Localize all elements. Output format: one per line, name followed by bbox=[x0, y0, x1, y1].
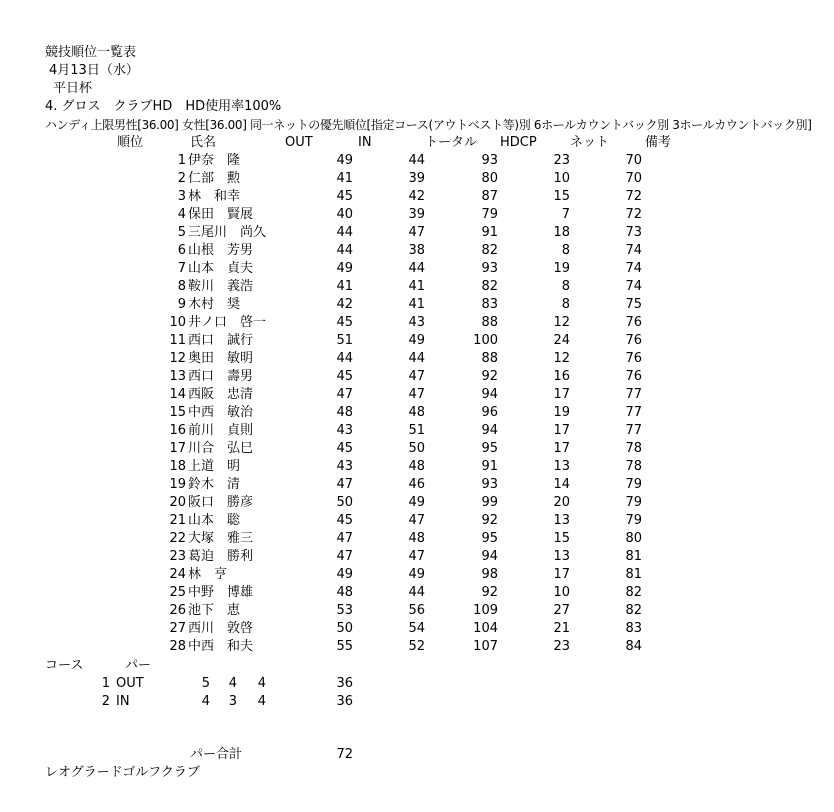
rank-cell: 23 bbox=[169, 549, 186, 564]
total-score-cell: 98 bbox=[481, 567, 498, 582]
rank-cell: 11 bbox=[169, 333, 186, 348]
net-score-cell: 74 bbox=[625, 279, 642, 294]
hdcp-cell: 23 bbox=[553, 153, 570, 168]
total-score-cell: 82 bbox=[481, 279, 498, 294]
net-score-cell: 76 bbox=[625, 333, 642, 348]
hole-par: 4 bbox=[257, 694, 266, 709]
out-score-cell: 48 bbox=[336, 585, 353, 600]
player-name-cell: 阪口 勝彦 bbox=[188, 495, 254, 510]
table-row bbox=[0, 458, 834, 476]
table-row bbox=[0, 566, 834, 584]
player-name-cell: 前川 貞則 bbox=[188, 423, 254, 438]
out-score-cell: 43 bbox=[336, 423, 353, 438]
table-row bbox=[0, 476, 834, 494]
total-score-cell: 99 bbox=[481, 495, 498, 510]
rank-cell: 25 bbox=[169, 585, 186, 600]
hdcp-cell: 8 bbox=[561, 243, 570, 258]
hdcp-cell: 20 bbox=[553, 495, 570, 510]
total-score-cell: 92 bbox=[481, 369, 498, 384]
hdcp-cell: 15 bbox=[553, 531, 570, 546]
hole-par: 3 bbox=[228, 694, 237, 709]
table-row bbox=[0, 584, 834, 602]
hole-par: 4 bbox=[228, 676, 237, 691]
rank-cell: 6 bbox=[177, 243, 186, 258]
par-label: パー bbox=[125, 658, 152, 673]
column-header-total: トータル bbox=[425, 135, 478, 150]
net-score-cell: 76 bbox=[625, 351, 642, 366]
hole-par: 5 bbox=[201, 676, 210, 691]
out-score-cell: 50 bbox=[336, 495, 353, 510]
net-score-cell: 74 bbox=[625, 261, 642, 276]
table-row bbox=[0, 314, 834, 332]
rank-cell: 19 bbox=[169, 477, 186, 492]
out-score-cell: 50 bbox=[336, 621, 353, 636]
in-score-cell: 41 bbox=[408, 279, 425, 294]
out-score-cell: 45 bbox=[336, 369, 353, 384]
total-score-cell: 92 bbox=[481, 513, 498, 528]
player-name-cell: 山根 芳男 bbox=[188, 243, 254, 258]
player-name-cell: 上道 明 bbox=[188, 459, 241, 474]
out-score-cell: 44 bbox=[336, 351, 353, 366]
table-row bbox=[0, 548, 834, 566]
player-name-cell: 鞍川 義浩 bbox=[188, 279, 254, 294]
hdcp-cell: 14 bbox=[553, 477, 570, 492]
total-score-cell: 107 bbox=[473, 639, 498, 654]
rank-cell: 10 bbox=[169, 315, 186, 330]
course-par-total: 36 bbox=[336, 694, 353, 709]
course-name: IN bbox=[116, 694, 130, 709]
in-score-cell: 51 bbox=[408, 423, 425, 438]
in-score-cell: 47 bbox=[408, 549, 425, 564]
hdcp-cell: 15 bbox=[553, 189, 570, 204]
net-score-cell: 74 bbox=[625, 243, 642, 258]
total-score-cell: 82 bbox=[481, 243, 498, 258]
in-score-cell: 47 bbox=[408, 513, 425, 528]
hdcp-cell: 12 bbox=[553, 315, 570, 330]
in-score-cell: 44 bbox=[408, 153, 425, 168]
net-score-cell: 78 bbox=[625, 459, 642, 474]
par-total-label: パー合計 bbox=[190, 747, 243, 762]
net-score-cell: 82 bbox=[625, 603, 642, 618]
table-row bbox=[0, 278, 834, 296]
rank-cell: 18 bbox=[169, 459, 186, 474]
in-score-cell: 49 bbox=[408, 567, 425, 582]
table-row bbox=[0, 494, 834, 512]
total-score-cell: 109 bbox=[473, 603, 498, 618]
table-row bbox=[0, 620, 834, 638]
club-name: レオグラードゴルフクラブ bbox=[45, 765, 200, 780]
player-name-cell: 中野 博雄 bbox=[188, 585, 254, 600]
player-name-cell: 山本 貞夫 bbox=[188, 261, 254, 276]
net-score-cell: 80 bbox=[625, 531, 642, 546]
table-row bbox=[0, 368, 834, 386]
net-score-cell: 81 bbox=[625, 567, 642, 582]
course-label: コース bbox=[45, 658, 84, 673]
hdcp-cell: 17 bbox=[553, 423, 570, 438]
hdcp-cell: 7 bbox=[561, 207, 570, 222]
rank-cell: 3 bbox=[177, 189, 186, 204]
in-score-cell: 48 bbox=[408, 531, 425, 546]
table-row bbox=[0, 296, 834, 314]
player-name-cell: 林 亨 bbox=[188, 567, 228, 582]
table-row bbox=[0, 242, 834, 260]
hdcp-cell: 19 bbox=[553, 405, 570, 420]
course-par-total: 36 bbox=[336, 676, 353, 691]
rank-cell: 4 bbox=[177, 207, 186, 222]
net-score-cell: 76 bbox=[625, 315, 642, 330]
hdcp-cell: 8 bbox=[561, 279, 570, 294]
total-score-cell: 87 bbox=[481, 189, 498, 204]
table-row bbox=[0, 638, 834, 656]
out-score-cell: 45 bbox=[336, 315, 353, 330]
player-name-cell: 仁部 勲 bbox=[188, 171, 241, 186]
in-score-cell: 47 bbox=[408, 369, 425, 384]
course-number: 2 bbox=[101, 694, 110, 709]
total-score-cell: 100 bbox=[473, 333, 498, 348]
total-score-cell: 88 bbox=[481, 351, 498, 366]
hole-par: 4 bbox=[257, 676, 266, 691]
hdcp-cell: 12 bbox=[553, 351, 570, 366]
total-score-cell: 92 bbox=[481, 585, 498, 600]
in-score-cell: 38 bbox=[408, 243, 425, 258]
hdcp-cell: 13 bbox=[553, 549, 570, 564]
player-name-cell: 林 和幸 bbox=[188, 189, 241, 204]
hdcp-cell: 24 bbox=[553, 333, 570, 348]
hdcp-cell: 13 bbox=[553, 513, 570, 528]
hdcp-cell: 13 bbox=[553, 459, 570, 474]
in-score-cell: 49 bbox=[408, 333, 425, 348]
table-row bbox=[0, 512, 834, 530]
in-score-cell: 47 bbox=[408, 225, 425, 240]
event-name: 平日杯 bbox=[53, 81, 93, 96]
out-score-cell: 43 bbox=[336, 459, 353, 474]
course-name: OUT bbox=[116, 676, 144, 691]
total-score-cell: 91 bbox=[481, 459, 498, 474]
hdcp-cell: 16 bbox=[553, 369, 570, 384]
out-score-cell: 47 bbox=[336, 531, 353, 546]
player-name-cell: 西川 敦啓 bbox=[188, 621, 254, 636]
out-score-cell: 45 bbox=[336, 513, 353, 528]
out-score-cell: 44 bbox=[336, 225, 353, 240]
total-score-cell: 95 bbox=[481, 441, 498, 456]
player-name-cell: 中西 敏治 bbox=[188, 405, 254, 420]
in-score-cell: 44 bbox=[408, 351, 425, 366]
in-score-cell: 46 bbox=[408, 477, 425, 492]
in-score-cell: 41 bbox=[408, 297, 425, 312]
out-score-cell: 49 bbox=[336, 153, 353, 168]
net-score-cell: 77 bbox=[625, 387, 642, 402]
player-name-cell: 中西 和夫 bbox=[188, 639, 254, 654]
table-row bbox=[0, 404, 834, 422]
total-score-cell: 80 bbox=[481, 171, 498, 186]
net-score-cell: 75 bbox=[625, 297, 642, 312]
net-score-cell: 70 bbox=[625, 171, 642, 186]
total-score-cell: 88 bbox=[481, 315, 498, 330]
in-score-cell: 44 bbox=[408, 585, 425, 600]
rank-cell: 8 bbox=[177, 279, 186, 294]
column-header-hdcp: HDCP bbox=[500, 135, 537, 150]
column-header-name: 氏名 bbox=[190, 135, 217, 150]
net-score-cell: 82 bbox=[625, 585, 642, 600]
out-score-cell: 53 bbox=[336, 603, 353, 618]
player-name-cell: 川合 弘巳 bbox=[188, 441, 254, 456]
hole-par: 4 bbox=[201, 694, 210, 709]
net-score-cell: 73 bbox=[625, 225, 642, 240]
out-score-cell: 47 bbox=[336, 387, 353, 402]
net-score-cell: 83 bbox=[625, 621, 642, 636]
hdcp-cell: 18 bbox=[553, 225, 570, 240]
in-score-cell: 42 bbox=[408, 189, 425, 204]
rank-cell: 14 bbox=[169, 387, 186, 402]
out-score-cell: 40 bbox=[336, 207, 353, 222]
rank-cell: 28 bbox=[169, 639, 186, 654]
out-score-cell: 41 bbox=[336, 171, 353, 186]
rank-cell: 26 bbox=[169, 603, 186, 618]
hdcp-cell: 10 bbox=[553, 585, 570, 600]
player-name-cell: 保田 賢展 bbox=[188, 207, 254, 222]
scoring-format: 4. グロス クラブHD HD使用率100% bbox=[45, 99, 282, 114]
total-score-cell: 94 bbox=[481, 423, 498, 438]
player-name-cell: 三尾川 尚久 bbox=[188, 225, 267, 240]
column-header-notes: 備考 bbox=[645, 135, 672, 150]
column-header-rank: 順位 bbox=[117, 135, 144, 150]
net-score-cell: 77 bbox=[625, 423, 642, 438]
hdcp-cell: 21 bbox=[553, 621, 570, 636]
net-score-cell: 78 bbox=[625, 441, 642, 456]
in-score-cell: 39 bbox=[408, 207, 425, 222]
table-row bbox=[0, 440, 834, 458]
total-score-cell: 79 bbox=[481, 207, 498, 222]
table-row bbox=[0, 422, 834, 440]
hdcp-cell: 17 bbox=[553, 387, 570, 402]
column-header-net: ネット bbox=[570, 135, 610, 150]
net-score-cell: 79 bbox=[625, 513, 642, 528]
net-score-cell: 76 bbox=[625, 369, 642, 384]
total-score-cell: 94 bbox=[481, 549, 498, 564]
table-row bbox=[0, 170, 834, 188]
table-row bbox=[0, 152, 834, 170]
player-name-cell: 鈴木 清 bbox=[188, 477, 241, 492]
out-score-cell: 41 bbox=[336, 279, 353, 294]
in-score-cell: 48 bbox=[408, 459, 425, 474]
hdcp-cell: 10 bbox=[553, 171, 570, 186]
rank-cell: 9 bbox=[177, 297, 186, 312]
total-score-cell: 96 bbox=[481, 405, 498, 420]
player-name-cell: 西口 誠行 bbox=[188, 333, 254, 348]
net-score-cell: 72 bbox=[625, 189, 642, 204]
rank-cell: 5 bbox=[177, 225, 186, 240]
rank-cell: 22 bbox=[169, 531, 186, 546]
net-score-cell: 81 bbox=[625, 549, 642, 564]
out-score-cell: 51 bbox=[336, 333, 353, 348]
rank-cell: 2 bbox=[177, 171, 186, 186]
hdcp-cell: 19 bbox=[553, 261, 570, 276]
rank-cell: 17 bbox=[169, 441, 186, 456]
out-score-cell: 45 bbox=[336, 441, 353, 456]
in-score-cell: 39 bbox=[408, 171, 425, 186]
out-score-cell: 45 bbox=[336, 189, 353, 204]
net-score-cell: 77 bbox=[625, 405, 642, 420]
rank-cell: 20 bbox=[169, 495, 186, 510]
in-score-cell: 50 bbox=[408, 441, 425, 456]
in-score-cell: 48 bbox=[408, 405, 425, 420]
player-name-cell: 西阪 忠清 bbox=[188, 387, 254, 402]
out-score-cell: 47 bbox=[336, 549, 353, 564]
table-row bbox=[0, 206, 834, 224]
table-row bbox=[0, 350, 834, 368]
table-row bbox=[0, 260, 834, 278]
out-score-cell: 49 bbox=[336, 567, 353, 582]
player-name-cell: 大塚 雅三 bbox=[188, 531, 254, 546]
total-score-cell: 93 bbox=[481, 261, 498, 276]
hdcp-cell: 27 bbox=[553, 603, 570, 618]
column-header-in: IN bbox=[358, 135, 372, 150]
table-row bbox=[0, 530, 834, 548]
net-score-cell: 72 bbox=[625, 207, 642, 222]
out-score-cell: 55 bbox=[336, 639, 353, 654]
event-date: 4月13日（水） bbox=[49, 63, 139, 78]
rank-cell: 7 bbox=[177, 261, 186, 276]
in-score-cell: 56 bbox=[408, 603, 425, 618]
hdcp-cell: 23 bbox=[553, 639, 570, 654]
rank-cell: 21 bbox=[169, 513, 186, 528]
table-row bbox=[0, 224, 834, 242]
player-name-cell: 伊奈 隆 bbox=[188, 153, 241, 168]
out-score-cell: 47 bbox=[336, 477, 353, 492]
net-score-cell: 70 bbox=[625, 153, 642, 168]
par-total-value: 72 bbox=[336, 747, 353, 762]
net-score-cell: 84 bbox=[625, 639, 642, 654]
hdcp-cell: 17 bbox=[553, 441, 570, 456]
out-score-cell: 48 bbox=[336, 405, 353, 420]
rank-cell: 27 bbox=[169, 621, 186, 636]
table-row bbox=[0, 332, 834, 350]
course-number: 1 bbox=[101, 676, 110, 691]
total-score-cell: 93 bbox=[481, 153, 498, 168]
page-title: 競技順位一覧表 bbox=[45, 45, 137, 60]
net-score-cell: 79 bbox=[625, 477, 642, 492]
in-score-cell: 54 bbox=[408, 621, 425, 636]
total-score-cell: 95 bbox=[481, 531, 498, 546]
handicap-rules: ハンディ上限男性[36.00] 女性[36.00] 同一ネットの優先順位[指定コース(アウトベスト等)別 6ホールカウントバック別 3ホールカウントバック別] bbox=[45, 118, 812, 132]
rank-cell: 24 bbox=[169, 567, 186, 582]
out-score-cell: 42 bbox=[336, 297, 353, 312]
player-name-cell: 山本 聡 bbox=[188, 513, 241, 528]
in-score-cell: 52 bbox=[408, 639, 425, 654]
column-header-out: OUT bbox=[285, 135, 313, 150]
hdcp-cell: 8 bbox=[561, 297, 570, 312]
in-score-cell: 44 bbox=[408, 261, 425, 276]
rank-cell: 12 bbox=[169, 351, 186, 366]
rank-cell: 1 bbox=[177, 153, 186, 168]
net-score-cell: 79 bbox=[625, 495, 642, 510]
rank-cell: 16 bbox=[169, 423, 186, 438]
rank-cell: 15 bbox=[169, 405, 186, 420]
in-score-cell: 49 bbox=[408, 495, 425, 510]
in-score-cell: 43 bbox=[408, 315, 425, 330]
in-score-cell: 47 bbox=[408, 387, 425, 402]
total-score-cell: 94 bbox=[481, 387, 498, 402]
player-name-cell: 池下 恵 bbox=[188, 603, 241, 618]
total-score-cell: 83 bbox=[481, 297, 498, 312]
player-name-cell: 井ノ口 啓一 bbox=[188, 315, 267, 330]
player-name-cell: 西口 壽男 bbox=[188, 369, 254, 384]
table-row bbox=[0, 602, 834, 620]
player-name-cell: 木村 奨 bbox=[188, 297, 241, 312]
table-row bbox=[0, 386, 834, 404]
total-score-cell: 91 bbox=[481, 225, 498, 240]
player-name-cell: 奥田 敏明 bbox=[188, 351, 254, 366]
hdcp-cell: 17 bbox=[553, 567, 570, 582]
total-score-cell: 104 bbox=[473, 621, 498, 636]
table-row bbox=[0, 188, 834, 206]
out-score-cell: 49 bbox=[336, 261, 353, 276]
rank-cell: 13 bbox=[169, 369, 186, 384]
player-name-cell: 葛迫 勝利 bbox=[188, 549, 254, 564]
total-score-cell: 93 bbox=[481, 477, 498, 492]
out-score-cell: 44 bbox=[336, 243, 353, 258]
